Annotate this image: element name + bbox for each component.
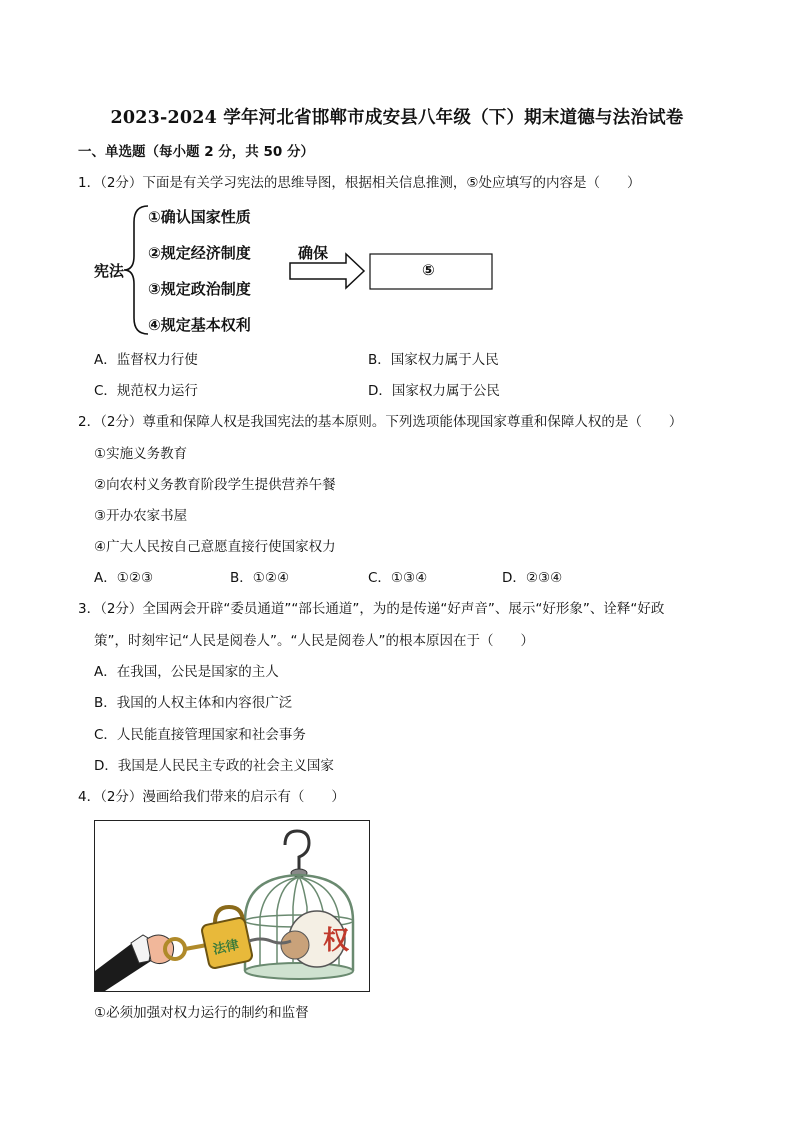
diagram-arrow-label: 确保 [298, 244, 329, 262]
question-2-stem: 2．（2分）尊重和保障人权是我国宪法的基本原则。下列选项能体现国家尊重和保障人权的是（ ） [78, 414, 683, 430]
question-3-stem-line2: 策”，时刻牢记“人民是阅卷人”。“人民是阅卷人”的根本原因在于（ ） [94, 633, 534, 649]
question-4-stem: 4．（2分）漫画给我们带来的启示有（ ） [78, 789, 345, 805]
q2-item-1: ①实施义务教育 [94, 446, 188, 462]
q3-option-c: C．人民能直接管理国家和社会事务 [94, 727, 306, 743]
q4-item-1: ①必须加强对权力运行的制约和监督 [94, 1005, 309, 1021]
q1-option-b: B．国家权力属于人民 [368, 352, 499, 368]
cartoon-ball-text: 权 [323, 926, 350, 956]
q3-option-d: D．我国是人民民主专政的社会主义国家 [94, 758, 334, 774]
q2-item-3: ③开办农家书屋 [94, 508, 188, 524]
q1-option-d: D．国家权力属于公民 [368, 383, 500, 399]
page-title: 2023-2024 学年河北省邯郸市成安县八年级（下）期末道德与法治试卷 [110, 108, 684, 128]
q2-option-a: A．①②③ [94, 570, 154, 586]
q3-option-b: B．我国的人权主体和内容很广泛 [94, 695, 293, 711]
q1-option-c: C．规范权力运行 [94, 383, 198, 399]
q2-option-d: D．②③④ [502, 570, 563, 586]
cartoon-image [94, 820, 370, 992]
diagram-item-2: ②规定经济制度 [148, 244, 251, 262]
question-3-stem-line1: 3．（2分）全国两会开辟“委员通道”“部长通道”，为的是传递“好声音”、展示“好形象”、诠释“好政 [78, 601, 665, 617]
diagram-box-label: ⑤ [422, 261, 435, 279]
question-1-stem: 1．（2分）下面是有关学习宪法的思维导图，根据相关信息推测，⑤处应填写的内容是（ ） [78, 175, 641, 191]
q2-item-4: ④广大人民按自己意愿直接行使国家权力 [94, 539, 336, 555]
brace-shape [124, 206, 148, 334]
diagram-item-1: ①确认国家性质 [148, 208, 251, 226]
q1-option-a: A．监督权力行使 [94, 352, 198, 368]
q2-item-2: ②向农村义务教育阶段学生提供营养午餐 [94, 477, 336, 493]
diagram-item-4: ④规定基本权利 [148, 316, 251, 334]
mind-map-diagram [90, 200, 510, 340]
q2-option-b: B．①②④ [230, 570, 290, 586]
cartoon-lock-text: 法律 [211, 937, 241, 958]
diagram-item-3: ③规定政治制度 [148, 280, 251, 298]
section-heading: 一、单选题（每小题 2 分，共 50 分） [78, 144, 314, 160]
diagram-root: 宪法 [94, 262, 125, 280]
q3-option-a: A．在我国，公民是国家的主人 [94, 664, 279, 680]
q2-option-c: C．①③④ [368, 570, 428, 586]
hook-shape [285, 831, 309, 869]
cartoon-drawing [95, 821, 369, 991]
